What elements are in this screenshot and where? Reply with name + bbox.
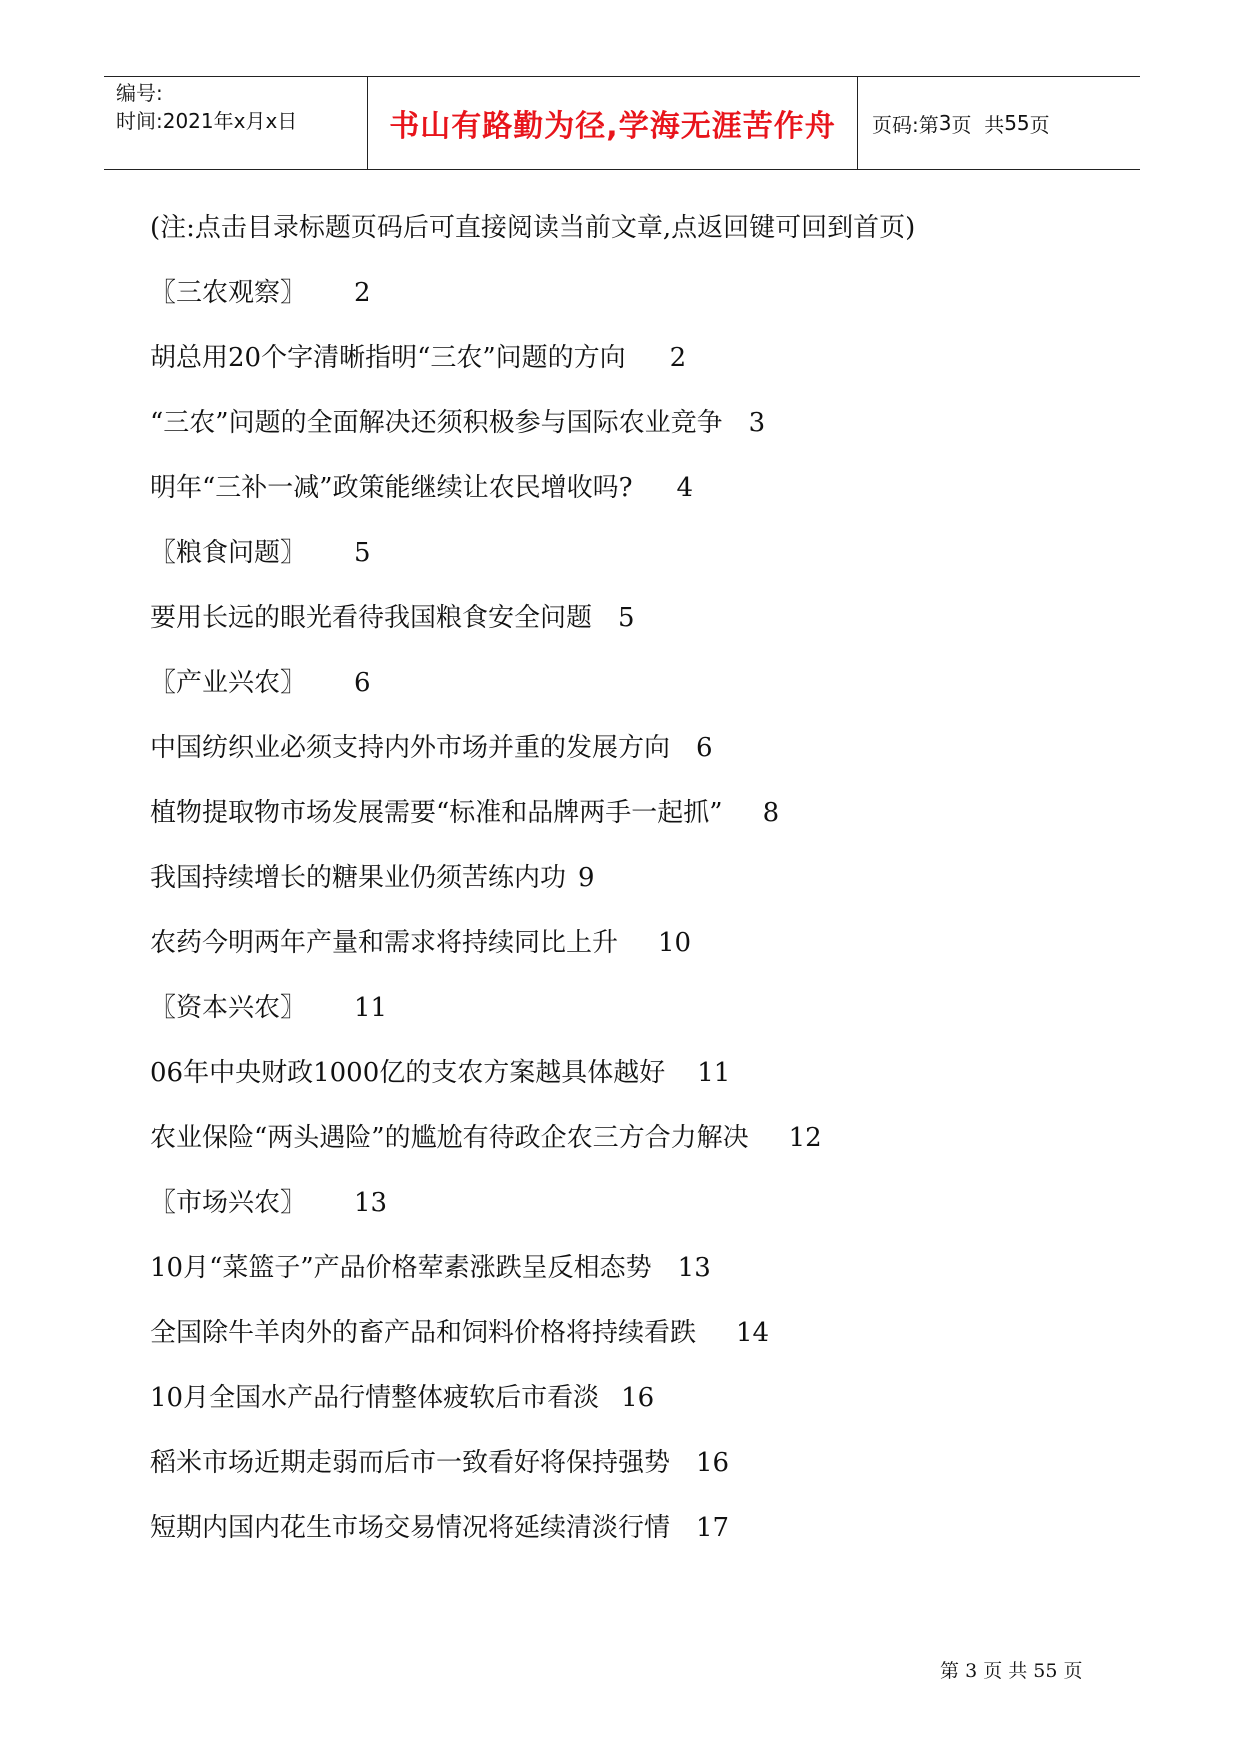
toc-entry[interactable] [150, 986, 1110, 1051]
toc-entry-title[interactable]: 10月“菜篮子”产品价格荤素涨跌呈反相态势 [150, 1253, 652, 1283]
toc-entry-page[interactable]: 2 [669, 343, 687, 373]
toc-entry-title[interactable]: 10月全国水产品行情整体疲软后市看淡 [150, 1383, 600, 1413]
toc-entry-page[interactable]: 8 [762, 798, 780, 828]
toc-entry[interactable] [150, 1246, 1110, 1311]
footer-total-pages: 55 [1033, 1660, 1058, 1682]
toc-entry-title[interactable]: 农药今明两年产量和需求将持续同比上升 [150, 928, 619, 958]
toc-entry[interactable] [150, 401, 1110, 466]
toc-entry-title[interactable]: 中国纺织业必须支持内外市场并重的发展方向 [150, 733, 671, 763]
document-time-label: 时间:2021年x月x日 [116, 109, 298, 133]
toc-entry-page[interactable]: 10 [658, 928, 692, 958]
toc-entry-page[interactable]: 16 [621, 1383, 655, 1413]
toc-entry-title[interactable]: 稻米市场近期走弱而后市一致看好将保持强势 [150, 1448, 671, 1478]
toc-entry-title[interactable]: 明年“三补一减”政策能继续让农民增收吗? [150, 473, 633, 503]
table-of-contents [150, 206, 1110, 1571]
toc-entry-page[interactable]: 3 [748, 408, 766, 438]
toc-entry-page[interactable]: 6 [696, 733, 713, 763]
toc-entry-page[interactable]: 13 [354, 1188, 388, 1218]
toc-entry[interactable] [150, 271, 1110, 336]
toc-entry[interactable] [150, 1181, 1110, 1246]
header-page-prefix: 页码:第 [872, 112, 939, 137]
toc-entry[interactable] [150, 856, 1110, 921]
toc-entry-page[interactable]: 16 [696, 1448, 730, 1478]
toc-list [150, 271, 1110, 1571]
toc-entry[interactable] [150, 791, 1110, 856]
toc-entry-page[interactable]: 11 [697, 1058, 731, 1088]
toc-entry-title[interactable]: 要用长远的眼光看待我国粮食安全问题 [150, 603, 593, 633]
page-footer [940, 1656, 1083, 1683]
toc-entry[interactable] [150, 531, 1110, 596]
header-page-middle: 页 共 [951, 112, 1005, 137]
toc-entry-title[interactable]: 〖三农观察〗 [150, 278, 307, 308]
toc-entry[interactable] [150, 1051, 1110, 1116]
footer-current-page: 3 [965, 1660, 978, 1682]
toc-entry-title[interactable]: 植物提取物市场发展需要“标准和品牌两手一起抓” [150, 798, 723, 828]
toc-entry-page[interactable]: 17 [696, 1513, 730, 1543]
footer-prefix: 第 [940, 1660, 960, 1682]
header-meta [104, 77, 368, 169]
toc-entry-title[interactable]: “三农”问题的全面解决还须积极参与国际农业竞争 [150, 408, 723, 438]
header-page-suffix: 页 [1029, 112, 1050, 137]
toc-entry[interactable] [150, 1441, 1110, 1506]
toc-entry-title[interactable]: 全国除牛羊肉外的畜产品和饲料价格将持续看跌 [150, 1318, 697, 1348]
toc-entry-page[interactable]: 14 [736, 1318, 770, 1348]
toc-entry[interactable] [150, 1506, 1110, 1571]
toc-entry-title[interactable]: 短期内国内花生市场交易情况将延续清淡行情 [150, 1513, 671, 1543]
toc-entry[interactable] [150, 466, 1110, 531]
toc-entry[interactable] [150, 596, 1110, 661]
footer-middle: 页 共 [983, 1660, 1028, 1682]
toc-entry[interactable] [150, 336, 1110, 401]
toc-entry-page[interactable]: 12 [788, 1123, 822, 1153]
toc-entry-title[interactable]: 〖粮食问题〗 [150, 538, 307, 568]
toc-entry-title[interactable]: 06年中央财政1000亿的支农方案越具体越好 [150, 1058, 666, 1088]
toc-entry-page[interactable]: 6 [354, 668, 371, 698]
footer-suffix: 页 [1063, 1660, 1083, 1682]
toc-entry-page[interactable]: 5 [354, 538, 371, 568]
toc-entry[interactable] [150, 1376, 1110, 1441]
toc-entry-title[interactable]: 农业保险“两头遇险”的尴尬有待政企农三方合力解决 [150, 1123, 749, 1153]
document-number-label: 编号: [116, 81, 163, 105]
toc-entry-page[interactable]: 9 [578, 863, 595, 893]
toc-note: (注:点击目录标题页码后可直接阅读当前文章,点返回键可回到首页) [150, 213, 916, 243]
page-header [104, 76, 1140, 170]
toc-entry-page[interactable]: 4 [676, 473, 694, 503]
toc-entry-title[interactable]: 胡总用20个字清晰指明“三农”问题的方向 [150, 343, 626, 373]
toc-entry[interactable] [150, 726, 1110, 791]
toc-entry[interactable] [150, 661, 1110, 726]
toc-entry-page[interactable]: 11 [354, 993, 388, 1023]
toc-entry-title[interactable]: 我国持续增长的糖果业仍须苦练内功 [150, 863, 567, 893]
toc-entry[interactable] [150, 921, 1110, 986]
toc-entry[interactable] [150, 1116, 1110, 1181]
header-page-info [858, 77, 1140, 169]
toc-entry-page[interactable]: 13 [677, 1253, 711, 1283]
header-page-total: 55 [1004, 111, 1030, 135]
toc-entry[interactable] [150, 1311, 1110, 1376]
toc-entry-page[interactable]: 5 [618, 603, 635, 633]
toc-entry-page[interactable]: 2 [354, 278, 371, 308]
toc-entry-title[interactable]: 〖市场兴农〗 [150, 1188, 307, 1218]
toc-entry-title[interactable]: 〖资本兴农〗 [150, 993, 307, 1023]
toc-entry-title[interactable]: 〖产业兴农〗 [150, 668, 307, 698]
header-page-current: 3 [938, 111, 952, 135]
header-motto: 书山有路勤为径,学海无涯苦作舟 [368, 77, 858, 169]
